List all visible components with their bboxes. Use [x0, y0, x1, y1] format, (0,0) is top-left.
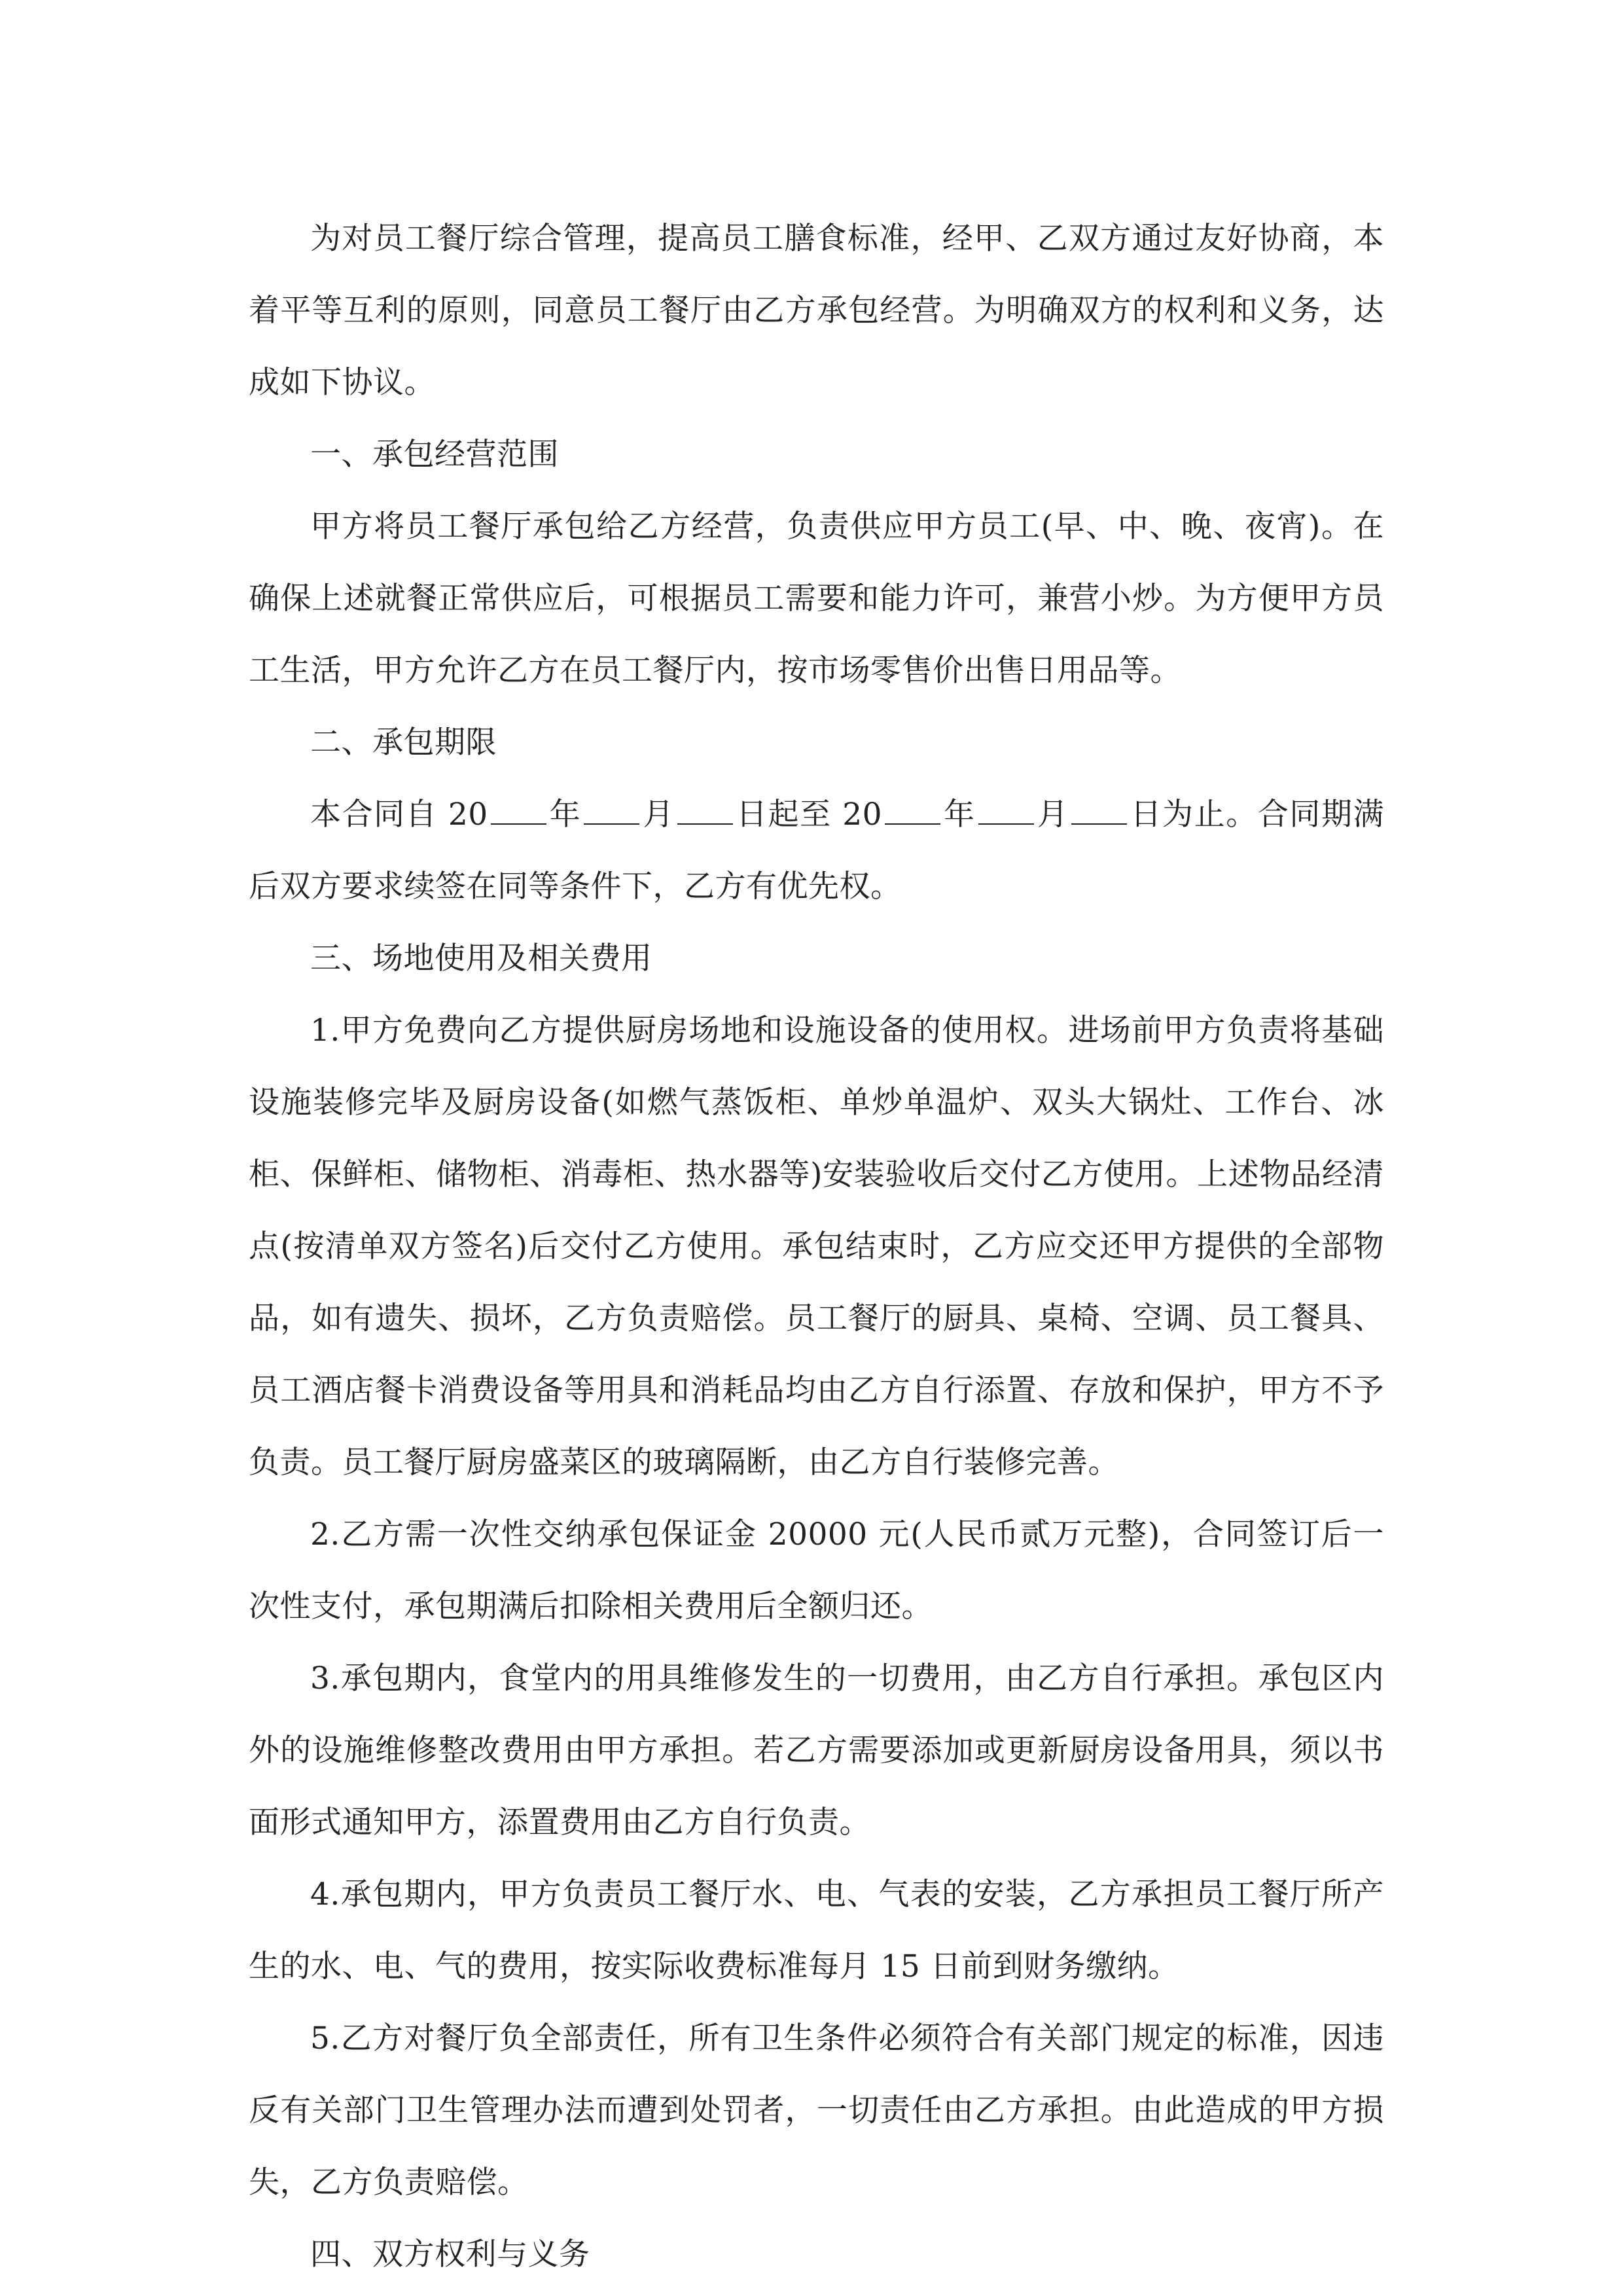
term-year-1: 年	[548, 797, 582, 833]
section-3-item-4: 4.承包期内，甲方负责员工餐厅水、电、气表的安装，乙方承担员工餐厅所产生的水、电、气的费用，按实际收费标准每月 15 日前到财务缴纳。	[249, 1876, 1384, 1984]
intro-paragraph: 为对员工餐厅综合管理，提高员工膳食标准，经甲、乙双方通过友好协商，本着平等互利的原则，同意员工餐厅由乙方承包经营。为明确双方的权利和义务，达成如下协议。	[249, 221, 1384, 401]
section-3-item-5: 5.乙方对餐厅负全部责任，所有卫生条件必须符合有关部门规定的标准，因违反有关部门卫生管理办法而遭到处罚者，一切责任由乙方承担。由此造成的甲方损失，乙方负责赔偿。	[249, 2020, 1384, 2200]
section-4-heading: 四、双方权利与义务	[310, 2236, 590, 2272]
year-from-blank	[491, 793, 546, 825]
section-2-term	[249, 779, 1384, 923]
section-1-heading: 一、承包经营范围	[310, 437, 559, 473]
term-year-2: 年	[943, 797, 976, 833]
term-day-to-suffix: 日为止。合同期满后双方要求续签在同等条件下，乙方有优先权。	[249, 797, 1385, 905]
section-3-item-3: 3.承包期内，食堂内的用具维修发生的一切费用，由乙方自行承担。承包区内外的设施维修整改费用由甲方承担。若乙方需要添加或更新厨房设备用具，须以书面形式通知甲方，添置费用由乙方自行负责。	[249, 1660, 1384, 1840]
day-to-blank	[1071, 793, 1127, 825]
term-prefix: 本合同自 20	[310, 797, 488, 833]
year-to-blank	[885, 793, 940, 825]
day-from-blank	[677, 793, 733, 825]
month-from-blank	[584, 793, 639, 825]
term-day-from: 日起至 20	[735, 797, 883, 833]
month-to-blank	[978, 793, 1034, 825]
section-3-heading: 三、场地使用及相关费用	[310, 941, 652, 977]
document-body	[249, 203, 1384, 2291]
section-1-body: 甲方将员工餐厅承包给乙方经营，负责供应甲方员工(早、中、晚、夜宵)。在确保上述就餐正常供应后，可根据员工需要和能力许可，兼营小炒。为方便甲方员工生活，甲方允许乙方在员工餐厅内，按市场零售价出售日用品等。	[249, 509, 1384, 689]
section-3-item-1: 1.甲方免费向乙方提供厨房场地和设施设备的使用权。进场前甲方负责将基础设施装修完毕及厨房设备(如燃气蒸饭柜、单炒单温炉、双头大锅灶、工作台、冰柜、保鲜柜、储物柜、消毒柜、热水器等)安装验收后交付乙方使用。上述物品经清点(按清单双方签名)后交付乙方使用。承包结束时，乙方应交还甲方提供的全部物品，如有遗失、损坏，乙方负责赔偿。员工餐厅的厨具、桌椅、空调、员工餐具、员工酒店餐卡消费设备等用具和消耗品均由乙方自行添置、存放和保护，甲方不予负责。员工餐厅厨房盛菜区的玻璃隔断，由乙方自行装修完善。	[249, 1013, 1384, 1480]
term-month-2: 月	[1036, 797, 1069, 833]
term-month-1: 月	[642, 797, 675, 833]
section-3-item-2: 2.乙方需一次性交纳承包保证金 20000 元(人民币贰万元整)，合同签订后一次性支付，承包期满后扣除相关费用后全额归还。	[249, 1516, 1384, 1624]
section-2-heading: 二、承包期限	[310, 725, 497, 761]
